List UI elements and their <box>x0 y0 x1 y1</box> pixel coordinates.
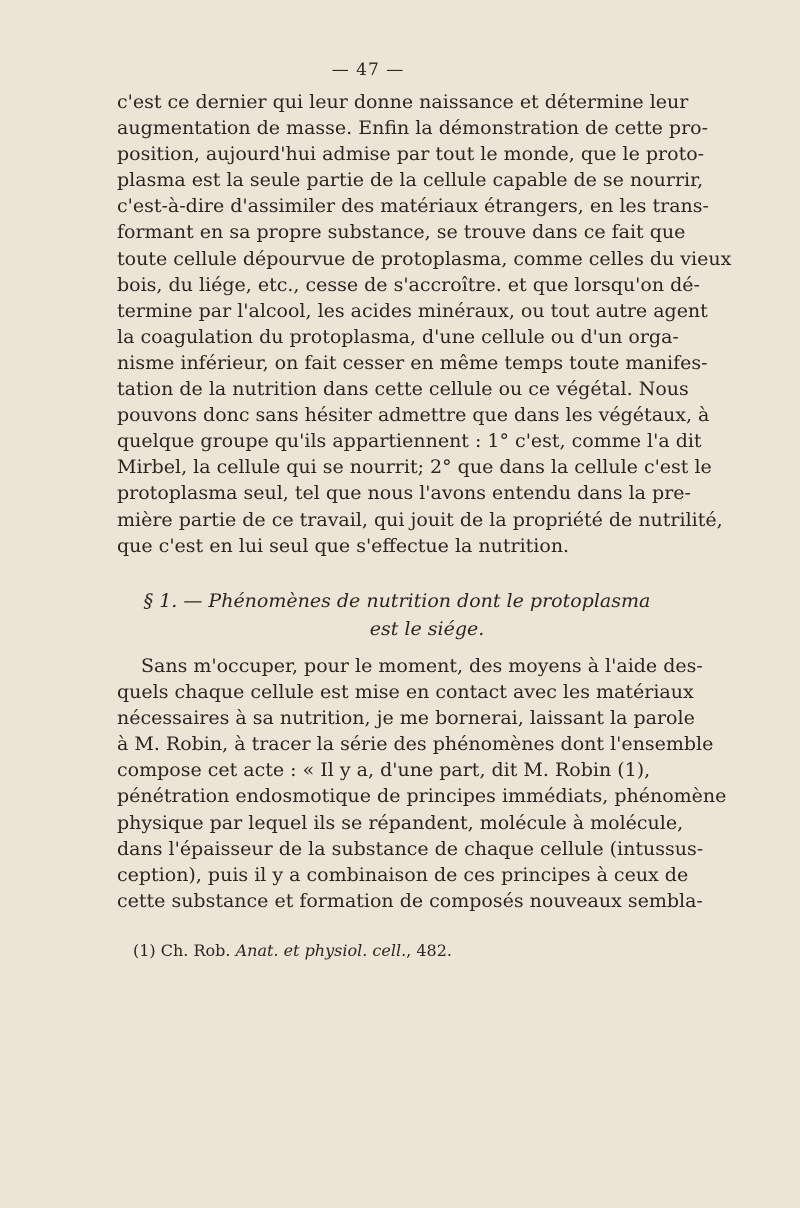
section-heading <box>117 587 737 643</box>
footnote-prefix: (1) Ch. Rob. <box>133 941 231 960</box>
text-line: pénétration endosmotique de principes immédiats, phénomène <box>117 785 727 808</box>
paragraph-2 <box>117 653 727 914</box>
text-line: physique par lequel ils se répandent, molécule à molécule, <box>117 811 684 834</box>
text-line: dans l'épaisseur de la substance de chaque cellule (intussus- <box>117 837 704 860</box>
text-line: nisme inférieur, on fait cesser en même temps toute manifes- <box>117 351 708 374</box>
heading-line-2: est le siége. <box>369 618 485 640</box>
text-line: bois, du liége, etc., cesse de s'accroître. et que lorsqu'on dé- <box>117 273 700 296</box>
footnote <box>133 941 452 960</box>
text-line: quelque groupe qu'ils appartiennent : 1° c'est, comme l'a dit <box>117 430 702 453</box>
paragraph-1 <box>117 89 732 559</box>
text-line: c'est-à-dire d'assimiler des matériaux étrangers, en les trans- <box>117 195 709 218</box>
footnote-suffix: , 482. <box>406 941 452 960</box>
text-line: compose cet acte : « Il y a, d'une part, dit M. Robin (1), <box>117 759 651 782</box>
heading-line-1: § 1. — Phénomènes de nutrition dont le protoplasma <box>143 590 651 612</box>
text-line: cette substance et formation de composés nouveaux sembla- <box>117 889 703 912</box>
text-line: quels chaque cellule est mise en contact avec les matériaux <box>117 681 694 704</box>
footnote-citation: Anat. et physiol. cell. <box>235 941 407 960</box>
text-line: ception), puis il y a combinaison de ces principes à ceux de <box>117 863 689 886</box>
text-line: Sans m'occuper, pour le moment, des moyens à l'aide des- <box>141 655 703 677</box>
text-line: formant en sa propre substance, se trouve dans ce fait que <box>117 221 686 244</box>
text-line: pouvons donc sans hésiter admettre que dans les végétaux, à <box>117 404 710 427</box>
text-line: mière partie de ce travail, qui jouit de la propriété de nutrilité, <box>117 508 723 531</box>
text-line: c'est ce dernier qui leur donne naissance et détermine leur <box>117 91 689 113</box>
page-number: — 47 — <box>331 60 405 80</box>
text-line: toute cellule dépourvue de protoplasma, comme celles du vieux <box>117 247 732 270</box>
text-line: termine par l'alcool, les acides minéraux, ou tout autre agent <box>117 299 708 322</box>
text-line: la coagulation du protoplasma, d'une cellule ou d'un orga- <box>117 325 679 348</box>
text-line: que c'est en lui seul que s'effectue la nutrition. <box>117 534 570 557</box>
text-line: tation de la nutrition dans cette cellule ou ce végétal. Nous <box>117 378 689 401</box>
text-line: augmentation de masse. Enfin la démonstration de cette pro- <box>117 117 709 140</box>
text-line: protoplasma seul, tel que nous l'avons entendu dans la pre- <box>117 482 691 505</box>
text-line: Mirbel, la cellule qui se nourrit; 2° que dans la cellule c'est le <box>117 456 712 479</box>
text-line: plasma est la seule partie de la cellule capable de se nourrir, <box>117 169 704 192</box>
text-line: position, aujourd'hui admise par tout le monde, que le proto- <box>117 143 705 166</box>
text-line: nécessaires à sa nutrition, je me bornerai, laissant la parole <box>117 707 695 730</box>
text-line: à M. Robin, à tracer la série des phénomènes dont l'ensemble <box>117 733 714 756</box>
